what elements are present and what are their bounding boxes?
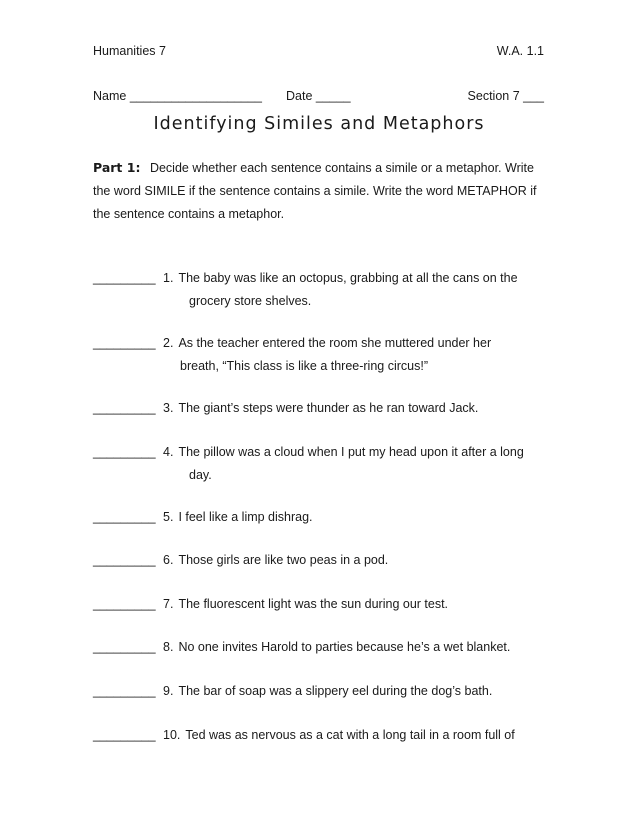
question-text: No one invites Harold to parties because he’s a wet blanket. (178, 640, 511, 654)
question-text: I feel like a limp dishrag. (178, 510, 313, 524)
question-text: The fluorescent light was the sun during our test. (178, 597, 449, 611)
answer-blank[interactable]: _________ (93, 445, 156, 459)
answer-blank[interactable]: _________ (93, 401, 156, 415)
question-8 (163, 640, 510, 654)
question-text: As the teacher entered the room she muttered under her (178, 336, 492, 350)
answer-blank[interactable]: _________ (93, 271, 156, 285)
part1-line-2: the word SIMILE if the sentence contains a simile. Write the word METAPHOR if (93, 184, 537, 198)
question-10 (163, 728, 515, 742)
answer-blank[interactable]: _________ (93, 336, 156, 350)
assignment-code: W.A. 1.1 (496, 44, 544, 58)
question-number: 3. (163, 401, 174, 415)
question-number: 10. (163, 728, 181, 742)
course-name: Humanities 7 (93, 44, 166, 58)
question-text: Ted was as nervous as a cat with a long tail in a room full of (185, 728, 515, 742)
question-number: 2. (163, 336, 174, 350)
part1-line-1 (93, 162, 534, 175)
question-3 (163, 401, 478, 415)
name-field: Name ___________________ (93, 89, 262, 103)
question-number: 8. (163, 640, 174, 654)
question-number: 6. (163, 553, 174, 567)
section-field: Section 7 ___ (467, 89, 544, 103)
question-2 (163, 336, 491, 350)
question-4 (163, 445, 524, 459)
question-7 (163, 597, 448, 611)
part1-label: Part 1: (93, 160, 141, 175)
answer-blank[interactable]: _________ (93, 728, 156, 742)
answer-blank[interactable]: _________ (93, 553, 156, 567)
answer-blank[interactable]: _________ (93, 684, 156, 698)
date-field: Date _____ (286, 89, 351, 103)
question-9 (163, 684, 492, 698)
question-text: The baby was like an octopus, grabbing at all the cans on the (178, 271, 518, 285)
answer-blank[interactable]: _________ (93, 597, 156, 611)
question-number: 5. (163, 510, 174, 524)
page-title: Identifying Similes and Metaphors (153, 114, 485, 134)
question-number: 9. (163, 684, 174, 698)
question-text: Those girls are like two peas in a pod. (178, 553, 389, 567)
question-continuation: breath, “This class is like a three-ring circus!” (180, 359, 428, 373)
question-1 (163, 271, 518, 285)
question-continuation: day. (189, 468, 212, 482)
question-5 (163, 510, 313, 524)
question-text: The pillow was a cloud when I put my head upon it after a long (178, 445, 524, 459)
question-text: The bar of soap was a slippery eel during the dog’s bath. (178, 684, 493, 698)
answer-blank[interactable]: _________ (93, 510, 156, 524)
part1-text-1: Decide whether each sentence contains a simile or a metaphor. Write (149, 161, 534, 175)
question-6 (163, 553, 388, 567)
question-continuation: grocery store shelves. (189, 294, 312, 308)
question-text: The giant’s steps were thunder as he ran toward Jack. (178, 401, 479, 415)
question-number: 7. (163, 597, 174, 611)
answer-blank[interactable]: _________ (93, 640, 156, 654)
question-number: 1. (163, 271, 174, 285)
part1-line-3: the sentence contains a metaphor. (93, 207, 285, 221)
question-number: 4. (163, 445, 174, 459)
